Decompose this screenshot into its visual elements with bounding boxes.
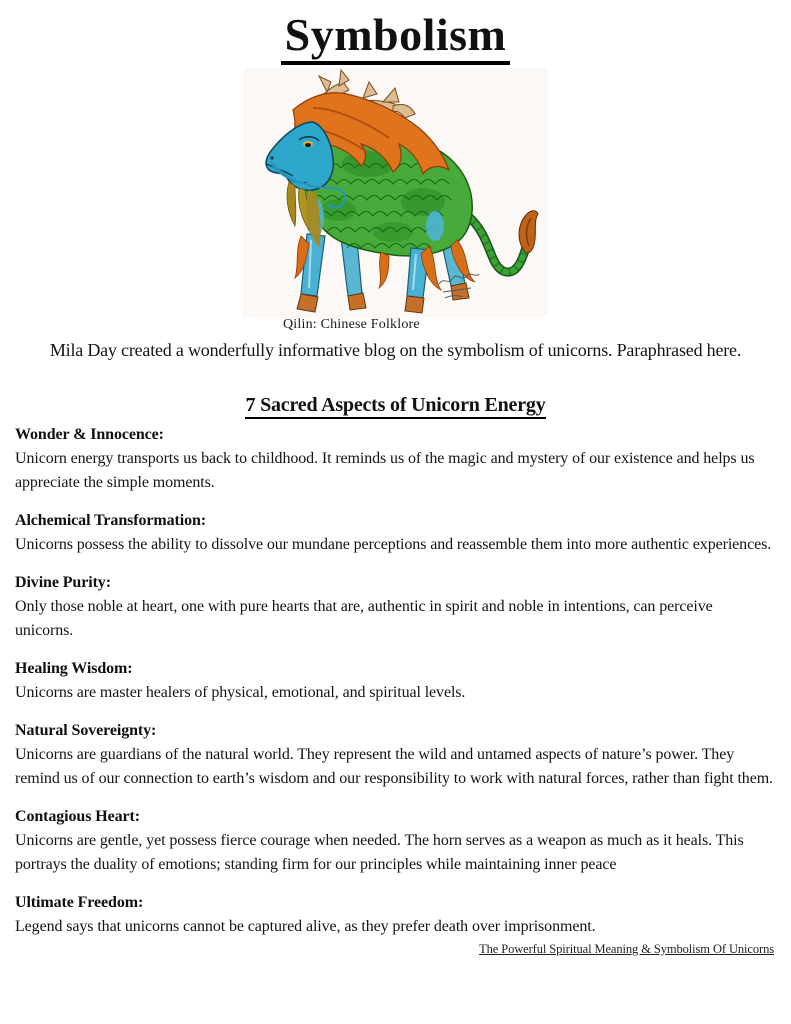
title-row xyxy=(0,0,791,65)
section-heading-row xyxy=(0,394,791,419)
aspect-text: Unicorns are gentle, yet possess fierce courage when needed. The horn serves as a weapon as much as it heals. This portrays the duality of emotions; standing firm for our principles while maintaining inner peace xyxy=(15,831,744,873)
aspect-text: Unicorn energy transports us back to childhood. It reminds us of the magic and mystery of our existence and helps us appreciate the simple moments. xyxy=(15,449,755,491)
footer-row xyxy=(0,940,791,958)
aspect-wonder-innocence xyxy=(15,423,773,495)
qilin-illustration xyxy=(243,68,548,318)
image-caption: Qilin: Chinese Folklore xyxy=(283,316,420,332)
aspect-label: Alchemical Transformation: xyxy=(15,511,207,529)
section-heading: 7 Sacred Aspects of Unicorn Energy xyxy=(245,394,545,419)
aspect-label: Wonder & Innocence: xyxy=(15,425,164,443)
aspect-label: Ultimate Freedom: xyxy=(15,893,144,911)
aspect-alchemical-transformation xyxy=(15,509,773,557)
qilin-figure xyxy=(243,68,548,333)
aspect-text: Unicorns possess the ability to dissolve our mundane perceptions and reassemble them into more authentic experiences. xyxy=(15,535,772,553)
aspect-text: Unicorns are guardians of the natural world. They represent the wild and untamed aspects of nature’s power. They remind us of our connection to earth’s wisdom and our responsibility to work with natural forces, rather than fight them. xyxy=(15,745,773,787)
aspect-contagious-heart xyxy=(15,805,773,877)
aspect-text: Only those noble at heart, one with pure hearts that are, authentic in spirit and noble in intentions, can perceive unicorns. xyxy=(15,597,713,639)
aspect-divine-purity xyxy=(15,571,773,643)
aspect-label: Natural Sovereignty: xyxy=(15,721,157,739)
aspect-label: Divine Purity: xyxy=(15,573,111,591)
aspects-list xyxy=(0,419,791,939)
aspect-text: Legend says that unicorns cannot be captured alive, as they prefer death over imprisonment. xyxy=(15,917,596,935)
aspect-natural-sovereignty xyxy=(15,719,773,791)
aspect-label: Contagious Heart: xyxy=(15,807,140,825)
intro-text: Mila Day created a wonderfully informative blog on the symbolism of unicorns. Paraphrased here. xyxy=(49,339,742,360)
aspect-healing-wisdom xyxy=(15,657,773,705)
aspect-text: Unicorns are master healers of physical, emotional, and spiritual levels. xyxy=(15,683,466,701)
aspect-label: Healing Wisdom: xyxy=(15,659,133,677)
footer-source-link[interactable]: The Powerful Spiritual Meaning & Symbolism Of Unicorns xyxy=(479,941,774,956)
page-title: Symbolism xyxy=(281,10,511,65)
aspect-ultimate-freedom xyxy=(15,891,773,939)
